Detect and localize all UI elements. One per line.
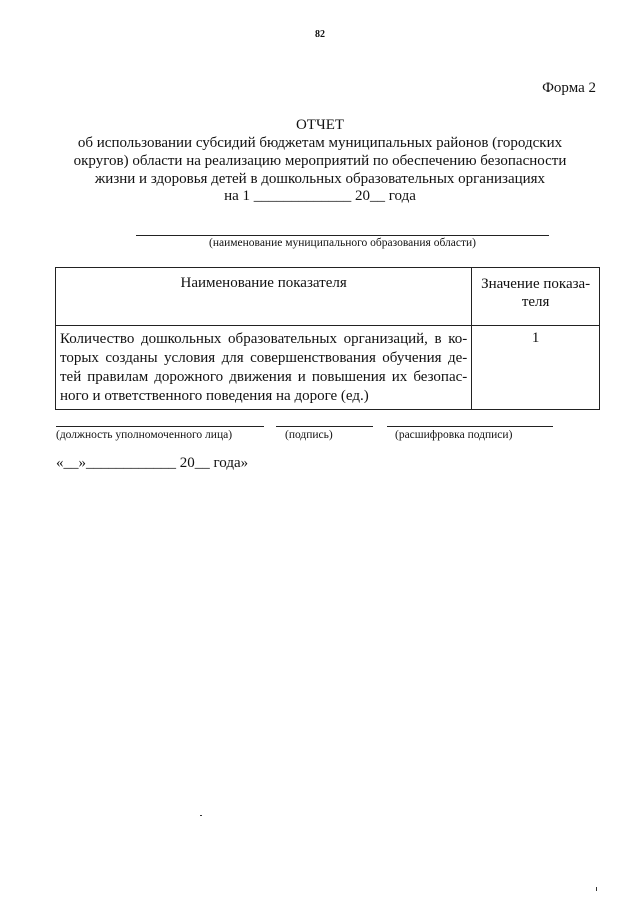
header-value-line-2: теля — [521, 294, 550, 310]
signature-line — [276, 426, 373, 427]
report-date-line: на 1 _____________ 20__ года — [224, 188, 416, 204]
report-heading: ОТЧЕТ — [295, 117, 345, 133]
report-subtitle-line-3: жизни и здоровья детей в дошкольных образовательных организациях — [94, 171, 546, 187]
indicator-value: 1 — [472, 326, 600, 410]
table-row — [56, 326, 600, 410]
indicator-line-3: тей правилам дорожного движения и повышения их безопас- — [60, 369, 468, 385]
form-label: Форма 2 — [542, 80, 596, 96]
position-signature-line — [56, 426, 264, 427]
decoding-caption: (расшифровка подписи) — [395, 429, 513, 441]
scan-speck — [200, 815, 202, 816]
sign-date-line: «__»____________ 20__ года» — [56, 455, 249, 471]
report-subtitle-line-2: округов) области на реализацию мероприятий по обеспечению безопасности — [73, 153, 567, 169]
municipality-underline — [136, 235, 549, 236]
decoding-signature-line — [387, 426, 553, 427]
page-number: 82 — [315, 29, 325, 40]
scan-speck-corner — [596, 887, 597, 891]
indicator-description — [56, 326, 472, 410]
table-header-row — [56, 268, 600, 326]
indicator-line-4: ного и ответственного поведения на дороге (ед.) — [60, 388, 369, 404]
indicator-line-1: Количество дошкольных образовательных организаций, в ко- — [60, 331, 468, 347]
municipality-caption: (наименование муниципального образования области) — [209, 237, 476, 249]
header-value-line-1: Значение показа- — [481, 276, 591, 292]
position-caption: (должность уполномоченного лица) — [56, 429, 233, 441]
header-indicator-value — [472, 268, 600, 326]
signature-caption: (подпись) — [285, 429, 333, 441]
indicators-table — [55, 267, 600, 410]
report-subtitle-line-1: об использовании субсидий бюджетам муниципальных районов (городских — [77, 135, 563, 151]
report-title — [60, 116, 580, 188]
header-indicator-name: Наименование показателя — [56, 268, 472, 326]
indicator-line-2: торых созданы условия для совершенствования обучения де- — [60, 350, 468, 366]
